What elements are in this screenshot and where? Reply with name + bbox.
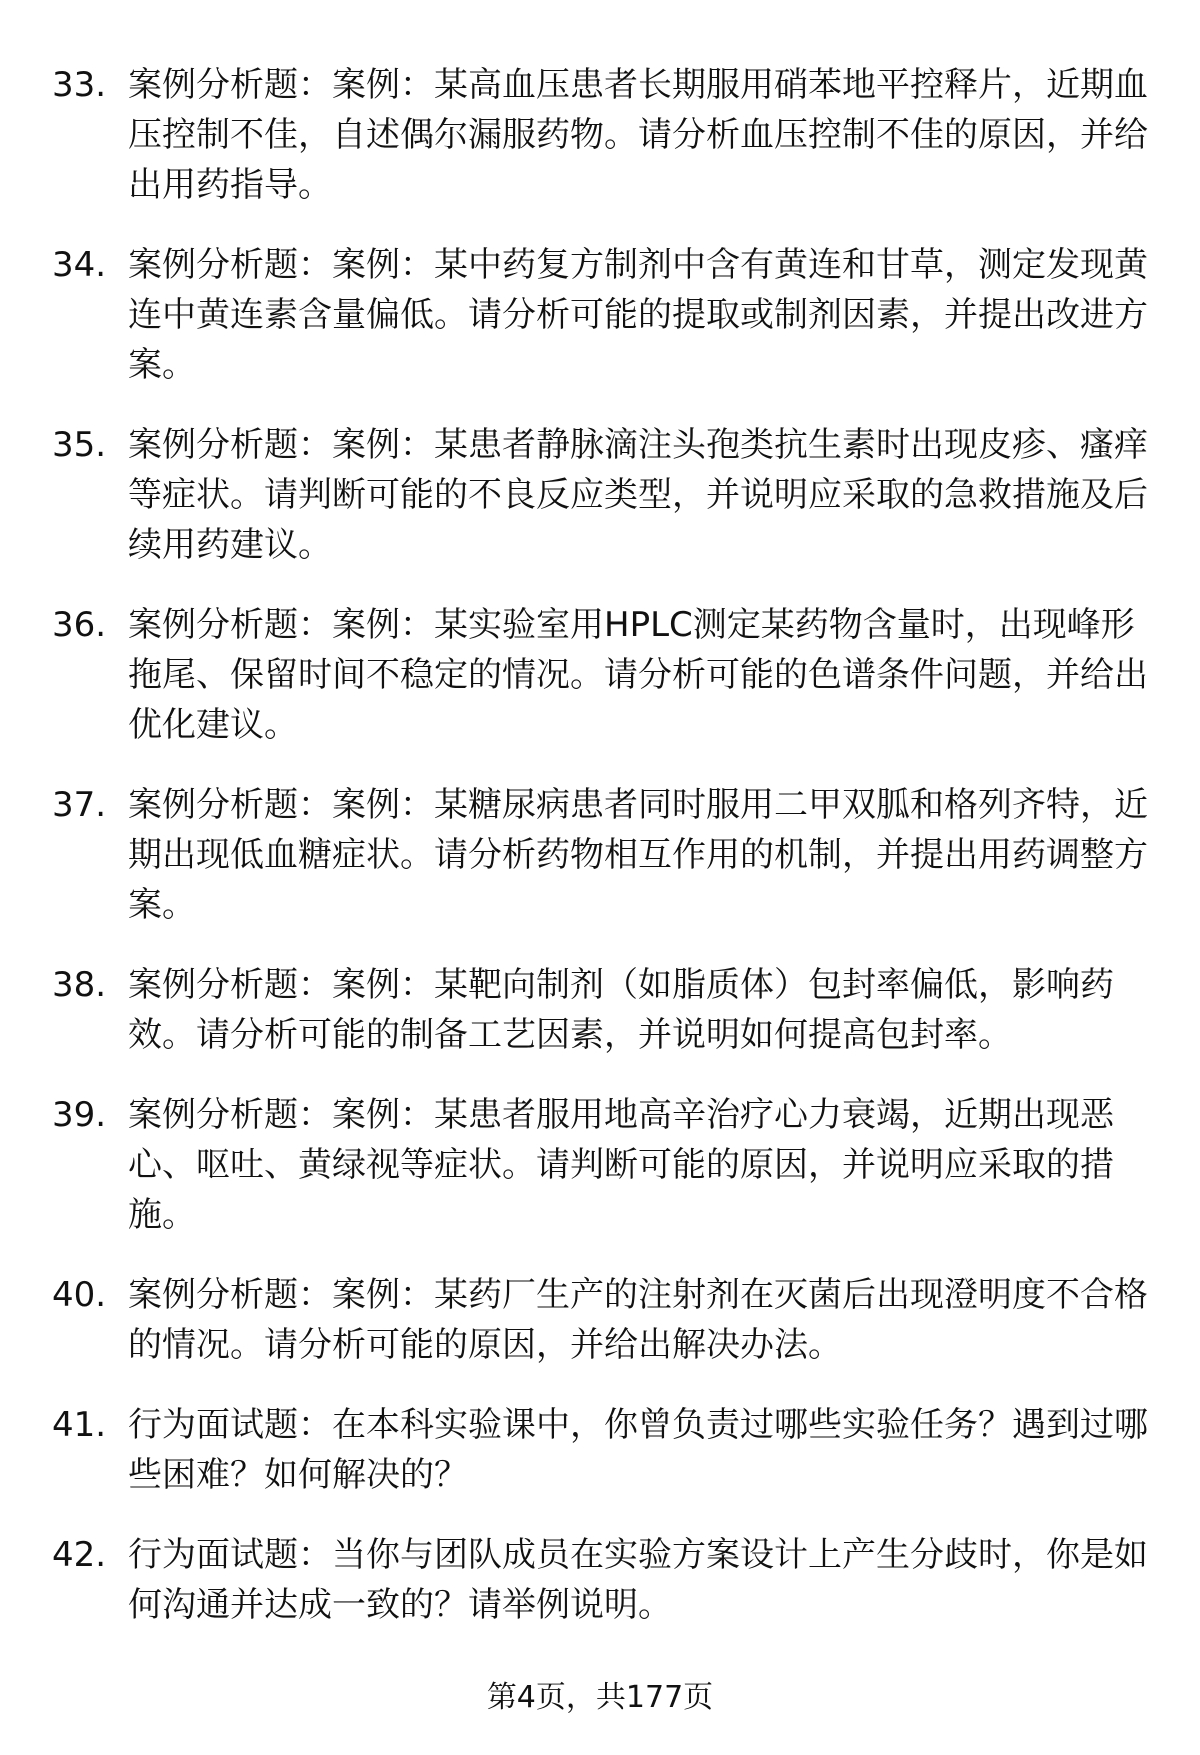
question-number: 36. [52,605,107,645]
question-text: 案例分析题：案例：某中药复方制剂中含有黄连和甘草，测定发现黄连中黄连素含量偏低。请分析可能的提取或制剂因素，并提出改进方案。 [128,245,1148,385]
question-number: 40. [52,1275,107,1315]
question-number: 33. [52,65,107,105]
question-text: 案例分析题：案例：某实验室用HPLC测定某药物含量时，出现峰形拖尾、保留时间不稳定的情况。请分析可能的色谱条件问题，并给出优化建议。 [128,605,1148,745]
question-number: 38. [52,965,107,1005]
question-text: 案例分析题：案例：某靶向制剂（如脂质体）包封率偏低，影响药效。请分析可能的制备工艺因素，并说明如何提高包封率。 [128,965,1114,1055]
question-item [0,240,1200,390]
question-text: 案例分析题：案例：某患者服用地高辛治疗心力衰竭，近期出现恶心、呕吐、黄绿视等症状。请判断可能的原因，并说明应采取的措施。 [128,1095,1114,1235]
question-item [0,420,1200,570]
question-text: 案例分析题：案例：某糖尿病患者同时服用二甲双胍和格列齐特，近期出现低血糖症状。请分析药物相互作用的机制，并提出用药调整方案。 [128,785,1148,925]
question-text: 行为面试题：当你与团队成员在实验方案设计上产生分歧时，你是如何沟通并达成一致的？请举例说明。 [128,1535,1148,1625]
question-list [0,60,1200,1660]
question-text: 行为面试题：在本科实验课中，你曾负责过哪些实验任务？遇到过哪些困难？如何解决的？ [128,1405,1148,1495]
question-number: 35. [52,425,107,465]
page-number-label: 第4页，共177页 [486,1680,714,1715]
question-item [0,1090,1200,1240]
question-text: 案例分析题：案例：某药厂生产的注射剂在灭菌后出现澄明度不合格的情况。请分析可能的原因，并给出解决办法。 [128,1275,1148,1365]
question-item [0,780,1200,930]
question-number: 34. [52,245,107,285]
question-number: 37. [52,785,107,825]
question-item [0,60,1200,210]
question-text: 案例分析题：案例：某患者静脉滴注头孢类抗生素时出现皮疹、瘙痒等症状。请判断可能的不良反应类型，并说明应采取的急救措施及后续用药建议。 [128,425,1148,565]
question-item [0,960,1200,1060]
question-text: 案例分析题：案例：某高血压患者长期服用硝苯地平控释片，近期血压控制不佳，自述偶尔漏服药物。请分析血压控制不佳的原因，并给出用药指导。 [128,65,1148,205]
question-number: 39. [52,1095,107,1135]
question-item [0,1270,1200,1370]
question-item [0,1400,1200,1500]
question-item [0,1530,1200,1630]
page-footer [0,1678,1200,1718]
question-number: 41. [52,1405,107,1445]
question-item [0,600,1200,750]
question-number: 42. [52,1535,107,1575]
